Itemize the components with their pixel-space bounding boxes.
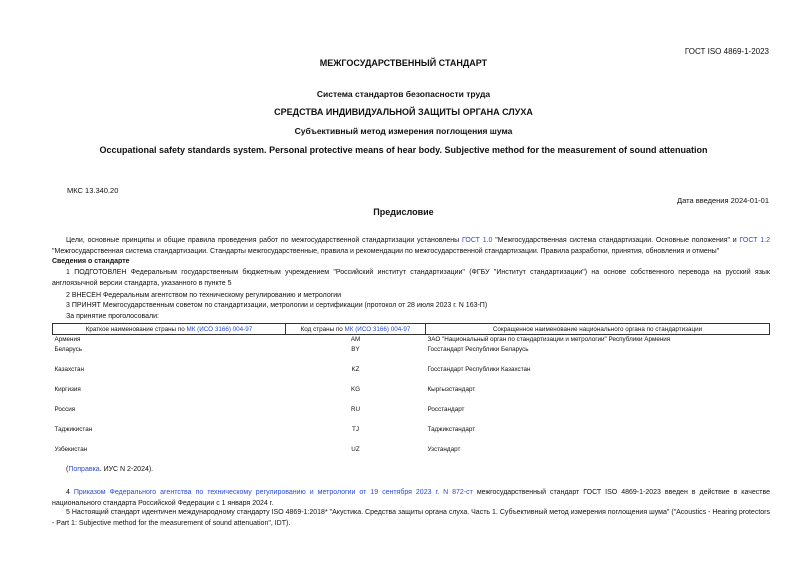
org-cell: Узстандарт	[427, 445, 461, 453]
effective-date: Дата введения 2024-01-01	[677, 196, 769, 205]
col-country-text: Краткое наименование страны по	[85, 325, 187, 333]
country-cell: Казахстан	[54, 365, 85, 373]
code-cell: BY	[351, 345, 360, 353]
intro-text-mid: "Межгосударственная система стандартизации. Основные положения" и	[492, 237, 740, 244]
code-cell: TJ	[352, 425, 359, 433]
org-cell: Госстандарт Республики Беларусь	[427, 345, 529, 353]
code-cell: UZ	[351, 445, 360, 453]
gost-1-0-link[interactable]: ГОСТ 1.0	[461, 237, 493, 244]
item-1-prepared: 1 ПОДГОТОВЛЕН Федеральным государственным бюджетным учреждением "Российский институт стандартизации" (ФГБУ "Институт стандартизации") на основе собственного перевода на русский язык англоязычной версии стандарта, указанного в пункте 5	[52, 269, 770, 287]
gost-1-2-link[interactable]: ГОСТ 1.2	[739, 237, 770, 244]
voted-label: За принятие проголосовали:	[66, 313, 159, 320]
intro-text: Цели, основные принципы и общие правила проведения работ по межгосударственной стандартизации установлены	[66, 237, 462, 244]
item-5-identical: 5 Настоящий стандарт идентичен международному стандарту ISO 4869-1:2018* "Акустика. Средства защиты органа слуха. Часть 1. Субъективный метод измерения поглощения шума" ("Acoustics - Hearing protectors - Part 1: Subjective method for the measurement of sound attenuation", IDT).	[52, 509, 770, 527]
intro-text-end: "Межгосударственная система стандартизации. Стандарты межгосударственные, правила и рекомендации по межгосударственной стандартизации. Правила разработки, принятия, обновления и отмены"	[52, 247, 720, 255]
document-code: ГОСТ ISO 4869-1-2023	[684, 47, 769, 56]
item-2-submitted: 2 ВНЕСЕН Федеральным агентством по техническому регулированию и метрологии	[66, 292, 342, 299]
method-title: Субъективный метод измерения поглощения шума	[294, 126, 513, 136]
country-cell: Армения	[54, 336, 81, 343]
preface-heading: Предисловие	[373, 207, 434, 217]
col-org-header: Сокращенное наименование национального органа по стандартизации	[426, 324, 770, 335]
table-row	[53, 335, 770, 345]
mk-iso-link[interactable]: МК (ИСО 3166) 004-97	[186, 325, 253, 333]
document-type-title: МЕЖГОСУДАРСТВЕННЫЙ СТАНДАРТ	[319, 58, 488, 68]
table-row	[53, 345, 770, 365]
table-row	[53, 385, 770, 405]
country-cell: Узбекистан	[54, 445, 88, 453]
country-cell: Таджикистан	[54, 425, 93, 433]
table-row	[53, 425, 770, 445]
table-row	[53, 365, 770, 385]
col-code-text: Код страны по	[300, 325, 345, 333]
table-row	[53, 405, 770, 425]
english-title: Occupational safety standards system. Personal protective means of hear body. Subjective method for the measurement of sound attenuation	[99, 145, 708, 155]
item-4-text: межгосударственный стандарт ГОСТ ISO 4869-1-2023 введен в действие в качестве национального стандарта Российской Федерации с 1 января 2024 г.	[52, 489, 771, 507]
country-cell: Россия	[54, 405, 76, 413]
col-country-header	[53, 324, 286, 335]
org-cell: Росстандарт	[427, 405, 465, 413]
org-cell: Кыргызстандарт	[427, 385, 476, 393]
standard-name: СРЕДСТВА ИНДИВИДУАЛЬНОЙ ЗАЩИТЫ ОРГАНА СЛУХА	[274, 107, 533, 117]
table-header-row	[53, 324, 770, 335]
code-cell: RU	[350, 405, 361, 413]
mks-code: МКС 13.340.20	[67, 186, 119, 195]
item-4-number: 4	[66, 489, 74, 496]
amendment-note	[66, 466, 153, 473]
country-cell: Киргизия	[54, 385, 81, 393]
amendment-open-paren: (	[66, 466, 69, 473]
org-cell: ЗАО "Национальный орган по стандартизации и метрологии" Республики Армения	[427, 336, 671, 343]
item-4-enacted	[52, 488, 770, 509]
mk-iso-link-2[interactable]: МК (ИСО 3166) 004-97	[344, 325, 411, 333]
standards-system-title: Система стандартов безопасности труда	[316, 89, 491, 99]
code-cell: KG	[350, 385, 361, 393]
org-cell: Госстандарт Республики Казахстан	[427, 365, 531, 373]
order-link[interactable]: Приказом Федерального агентства по техническому регулированию и метрологии от 19 сентября 2023 г. N 872-ст	[73, 489, 473, 496]
country-cell: Беларусь	[54, 345, 83, 353]
amendment-text: . ИУС N 2-2024).	[99, 466, 154, 473]
section-heading: Сведения о стандарте	[52, 258, 130, 265]
table-row	[53, 445, 770, 457]
code-cell: AM	[350, 336, 361, 343]
code-cell: KZ	[351, 365, 360, 373]
intro-paragraph	[52, 236, 770, 257]
voting-table	[52, 323, 770, 457]
col-code-header	[286, 324, 426, 335]
amendment-link[interactable]: Поправка	[68, 466, 100, 473]
item-3-adopted: 3 ПРИНЯТ Межгосударственным советом по стандартизации, метрологии и сертификации (протокол от 28 июля 2023 г. N 163-П)	[66, 302, 488, 309]
org-cell: Таджикстандарт	[427, 425, 476, 433]
